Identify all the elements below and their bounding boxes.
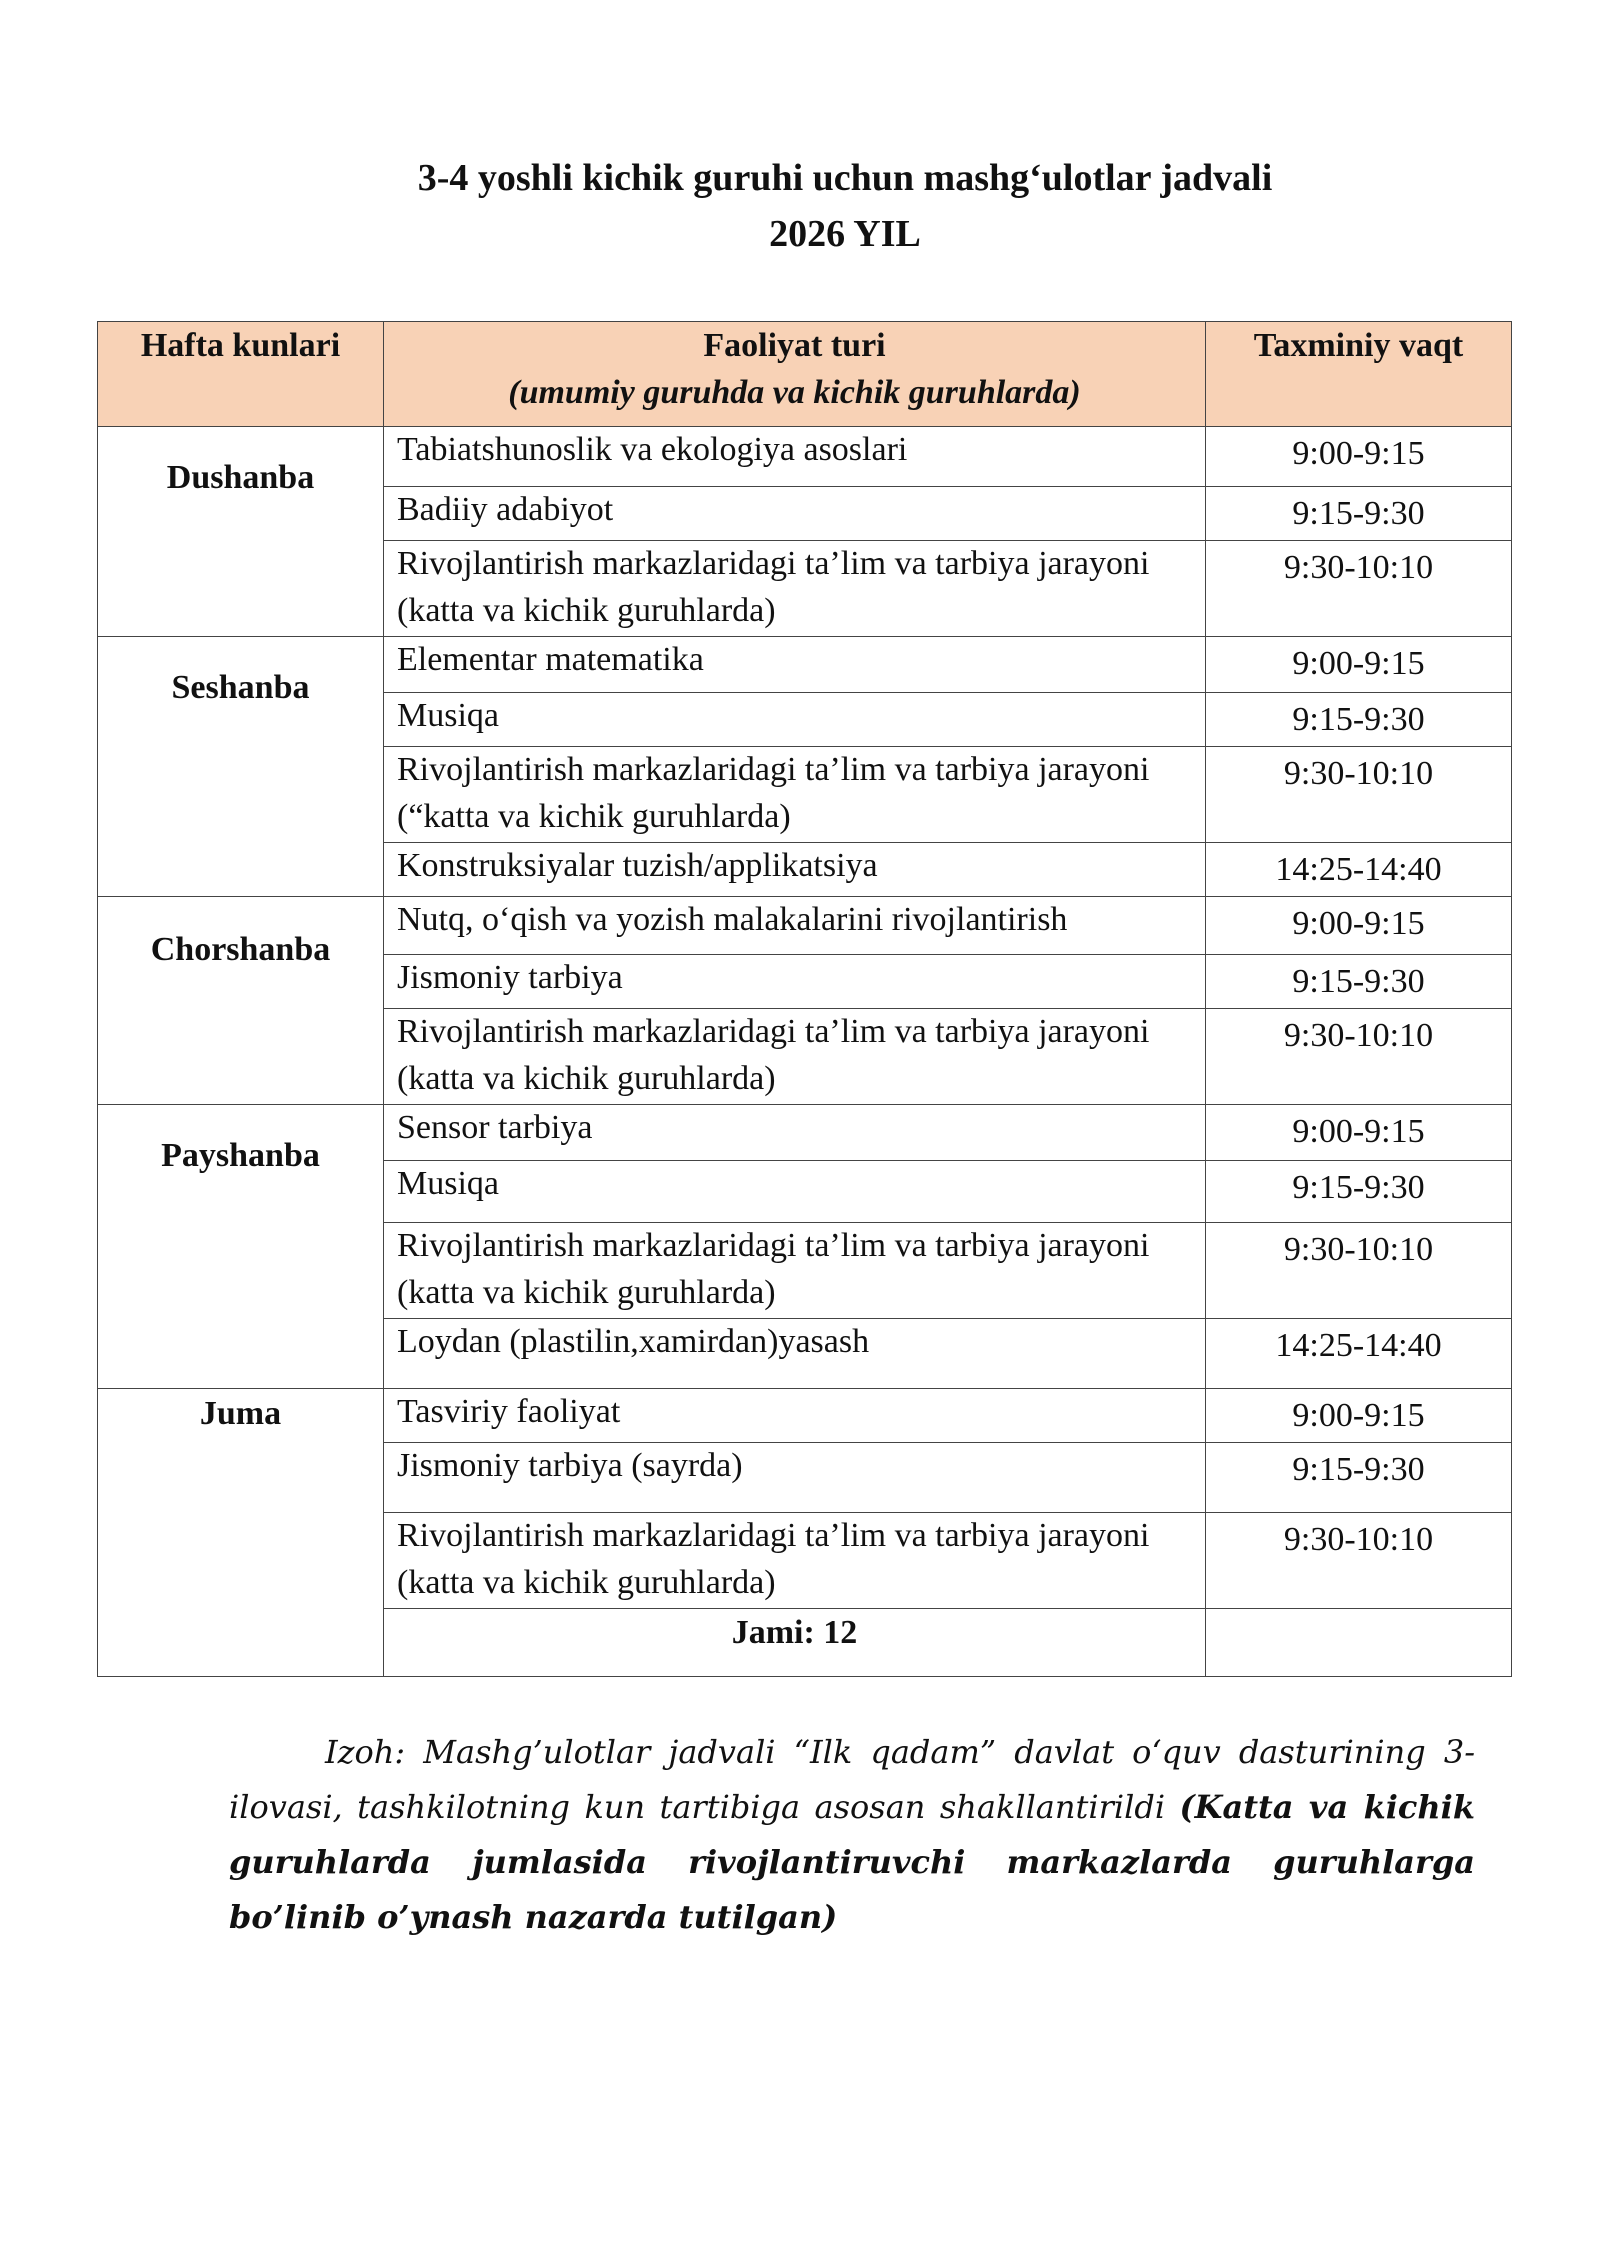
time-cell: 9:00-9:15 — [1206, 427, 1512, 487]
activity-cell: Rivojlantirish markazlaridagi ta’lim va tarbiya jarayoni (katta va kichik guruhlarda) — [384, 541, 1206, 637]
time-cell: 9:30-10:10 — [1206, 541, 1512, 637]
footnote — [229, 1725, 1475, 1945]
time-cell: 9:30-10:10 — [1206, 1513, 1512, 1609]
weekday-cell: Dushanba — [98, 427, 384, 637]
time-cell: 9:00-9:15 — [1206, 897, 1512, 955]
footnote-text: Izoh: Mashg’ulotlar jadvali “Ilk qadam” davlat o‘quv dasturining 3-ilovasi, tashkilotning kun tartibiga asosan shakllantirildi — [229, 1733, 1475, 1826]
time-cell: 9:00-9:15 — [1206, 1389, 1512, 1443]
activity-cell: Tabiatshunoslik va ekologiya asoslari — [384, 427, 1206, 487]
activity-cell: Tasviriy faoliyat — [384, 1389, 1206, 1443]
table-header-row — [98, 322, 1512, 427]
time-cell: 9:15-9:30 — [1206, 693, 1512, 747]
time-cell: 9:00-9:15 — [1206, 1105, 1512, 1161]
activity-cell: Konstruksiyalar tuzish/applikatsiya — [384, 843, 1206, 897]
total-cell: Jami: 12 — [384, 1609, 1206, 1677]
time-cell: 9:15-9:30 — [1206, 1161, 1512, 1223]
activity-cell: Musiqa — [384, 693, 1206, 747]
weekday-cell: Seshanba — [98, 637, 384, 897]
time-cell: 9:15-9:30 — [1206, 487, 1512, 541]
header-time: Taxminiy vaqt — [1206, 322, 1512, 427]
time-cell: 9:30-10:10 — [1206, 1009, 1512, 1105]
activity-cell: Rivojlantirish markazlaridagi ta’lim va tarbiya jarayoni (katta va kichik guruhlarda) — [384, 1009, 1206, 1105]
total-time-cell — [1206, 1609, 1512, 1677]
activity-cell: Rivojlantirish markazlaridagi ta’lim va tarbiya jarayoni (katta va kichik guruhlarda) — [384, 1513, 1206, 1609]
header-day: Hafta kunlari — [98, 322, 384, 427]
time-cell: 9:15-9:30 — [1206, 1443, 1512, 1513]
activity-cell: Nutq, o‘qish va yozish malakalarini rivojlantirish — [384, 897, 1206, 955]
table-row — [98, 1105, 1512, 1161]
weekday-cell: Juma — [98, 1389, 384, 1677]
document-year: 2026 YIL — [769, 213, 921, 255]
time-cell: 14:25-14:40 — [1206, 843, 1512, 897]
table-row — [98, 427, 1512, 487]
time-cell: 9:30-10:10 — [1206, 747, 1512, 843]
schedule-table — [97, 321, 1512, 1677]
activity-cell: Rivojlantirish markazlaridagi ta’lim va tarbiya jarayoni (“katta va kichik guruhlarda) — [384, 747, 1206, 843]
table-row — [98, 637, 1512, 693]
activity-cell: Rivojlantirish markazlaridagi ta’lim va tarbiya jarayoni (katta va kichik guruhlarda) — [384, 1223, 1206, 1319]
activity-cell: Jismoniy tarbiya (sayrda) — [384, 1443, 1206, 1513]
activity-cell: Musiqa — [384, 1161, 1206, 1223]
activity-cell: Loydan (plastilin,xamirdan)yasash — [384, 1319, 1206, 1389]
table-row — [98, 1389, 1512, 1443]
time-cell: 14:25-14:40 — [1206, 1319, 1512, 1389]
header-activity-subtitle: (umumiy guruhda va kichik guruhlarda) — [508, 373, 1081, 411]
document-title: 3-4 yoshli kichik guruhi uchun mashg‘ulotlar jadvali — [417, 157, 1273, 199]
header-activity-title: Faoliyat turi — [703, 327, 886, 364]
header-activity — [384, 322, 1206, 427]
time-cell: 9:30-10:10 — [1206, 1223, 1512, 1319]
time-cell: 9:15-9:30 — [1206, 955, 1512, 1009]
weekday-cell: Payshanba — [98, 1105, 384, 1389]
weekday-cell: Chorshanba — [98, 897, 384, 1105]
activity-cell: Badiiy adabiyot — [384, 487, 1206, 541]
activity-cell: Jismoniy tarbiya — [384, 955, 1206, 1009]
activity-cell: Elementar matematika — [384, 637, 1206, 693]
schedule-body — [98, 427, 1512, 1677]
table-row — [98, 897, 1512, 955]
footnote-bold-text: (Katta va kichik guruhlarda jumlasida rivojlantiruvchi markazlarda guruhlarga bo’linib o’ynash nazarda tutilgan) — [229, 1788, 1476, 1936]
time-cell: 9:00-9:15 — [1206, 637, 1512, 693]
activity-cell: Sensor tarbiya — [384, 1105, 1206, 1161]
